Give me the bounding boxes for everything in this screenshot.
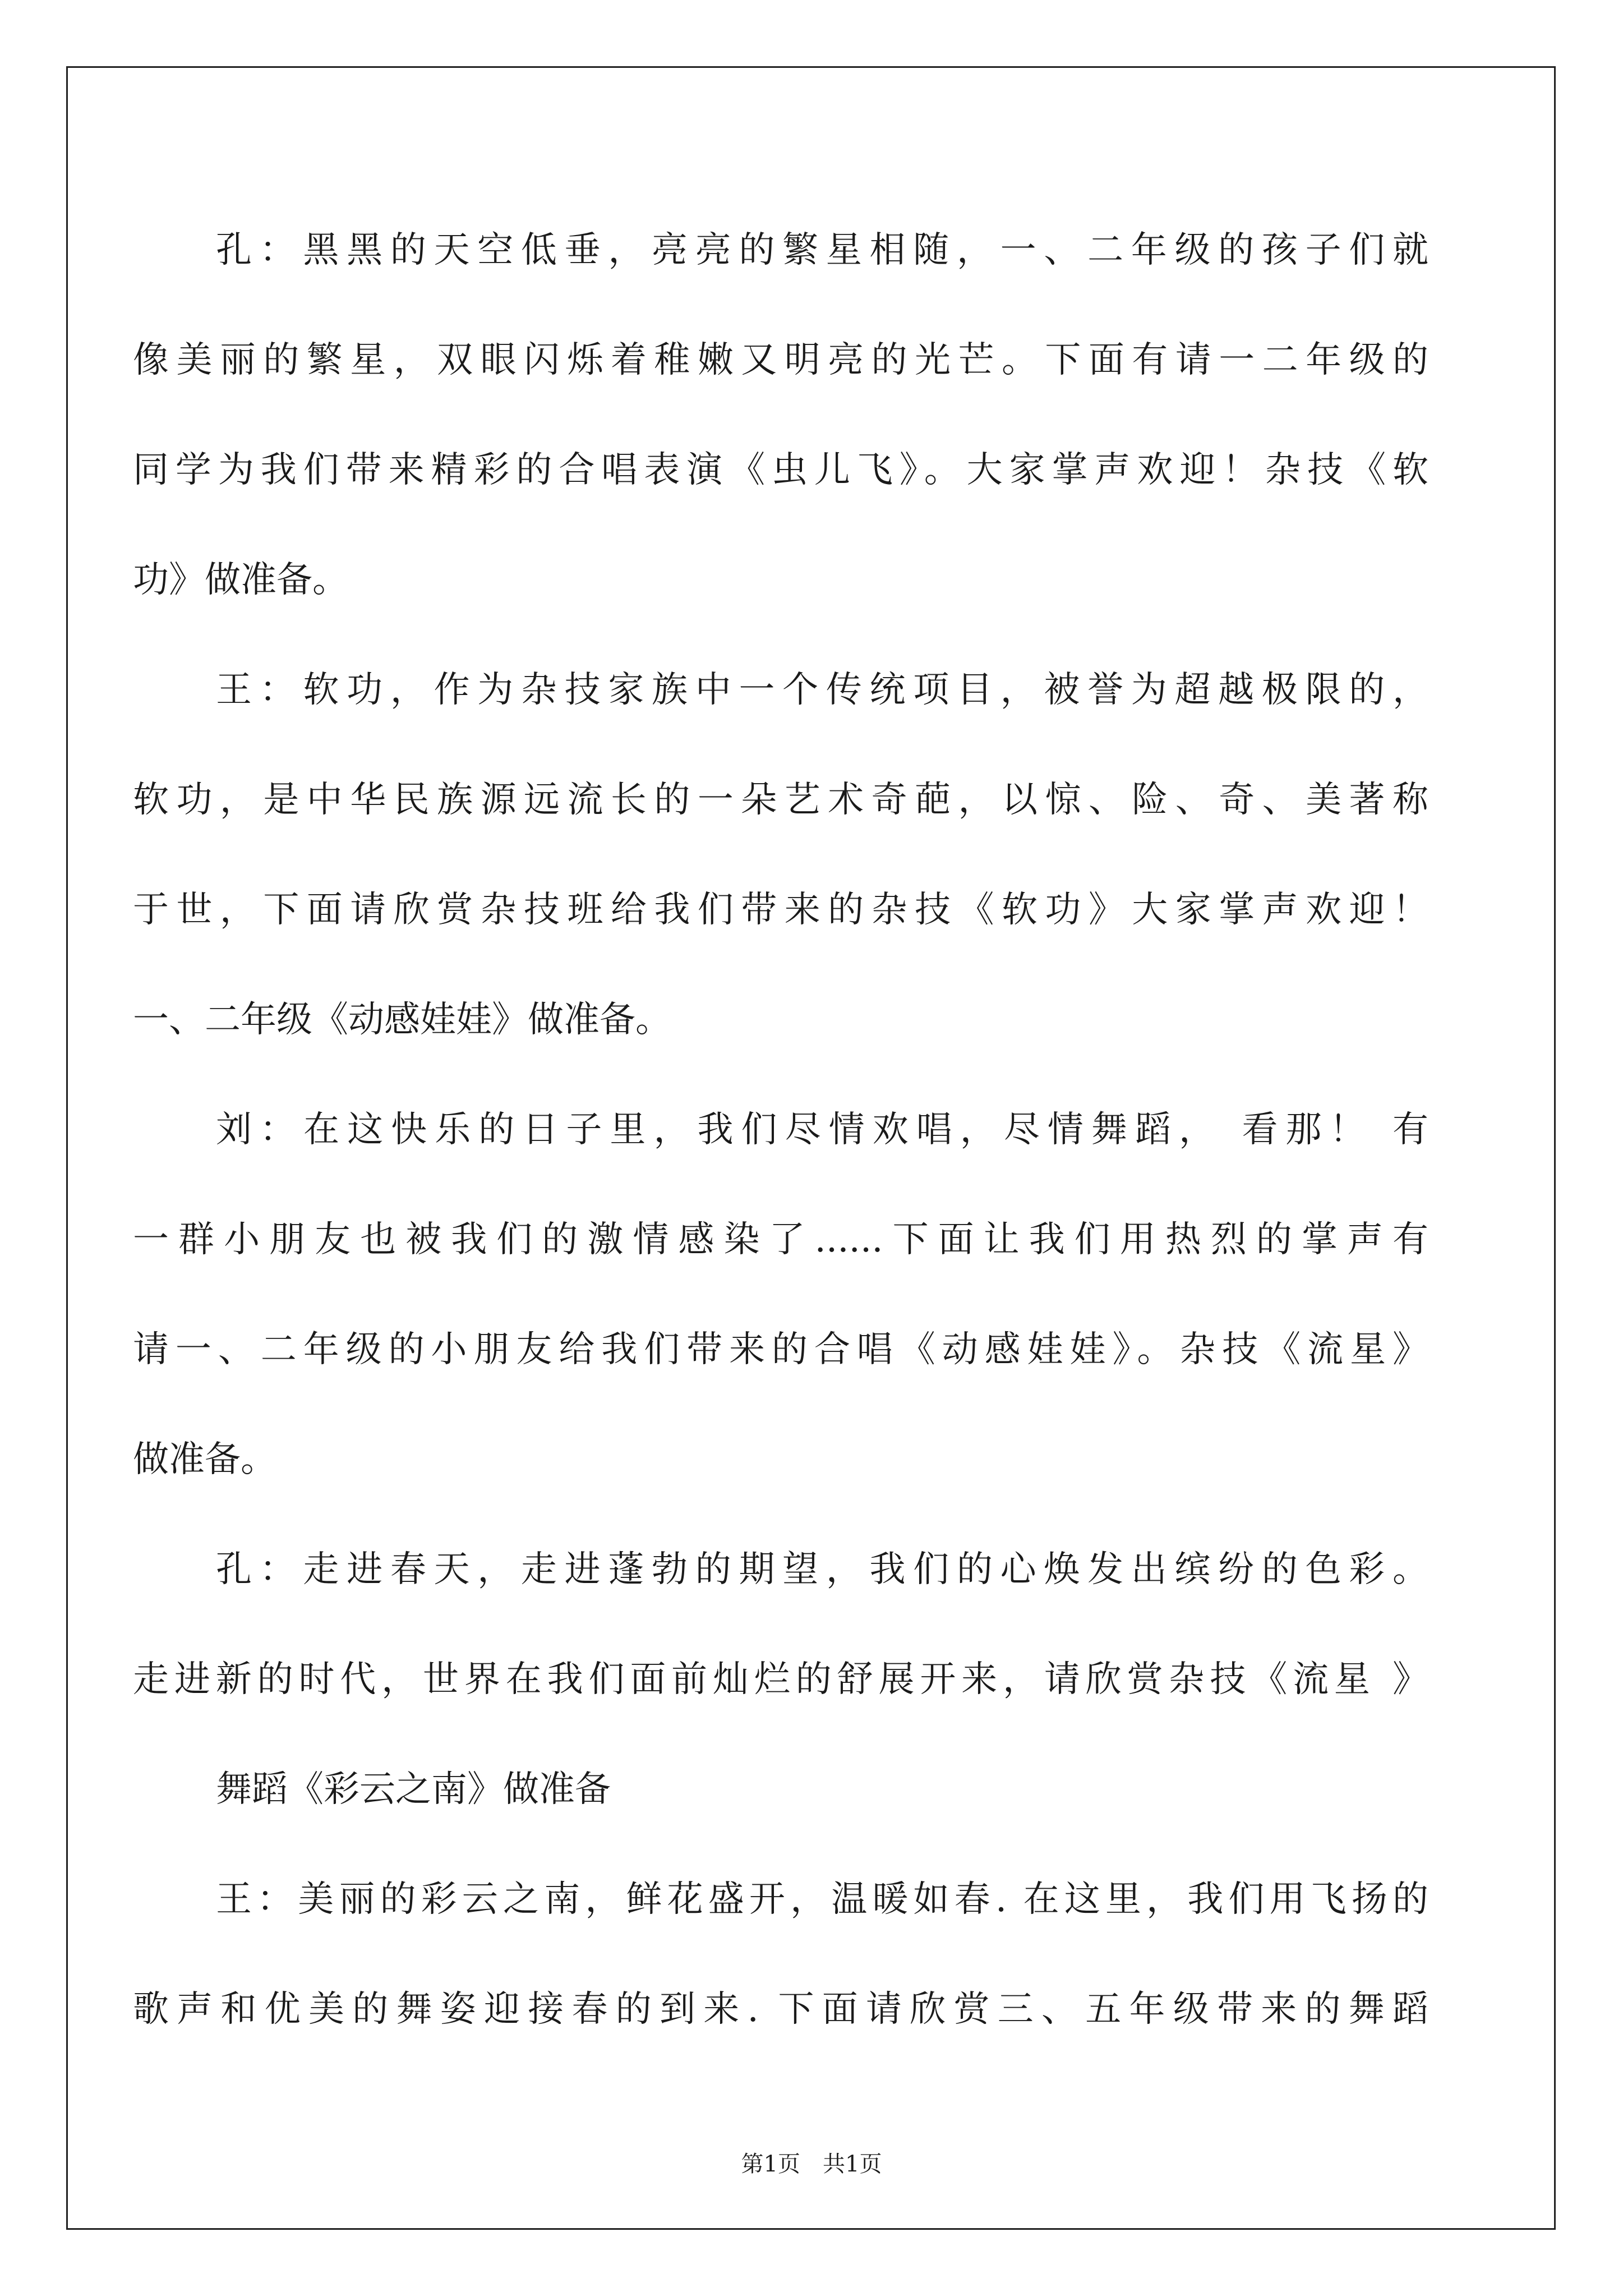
page-number: 第1页 共1页 xyxy=(741,2151,882,2177)
paragraph-line: 舞蹈《彩云之南》做准备 xyxy=(216,1769,611,1810)
paragraph-line: 功》做准备。 xyxy=(133,559,348,601)
paragraph-line: 像美丽的繁星，双眼闪烁着稚嫩又明亮的光芒。下面有请一二年级的 xyxy=(133,339,1428,381)
paragraph-line: 一、二年级《动感娃娃》做准备。 xyxy=(133,999,671,1041)
paragraph-line: 于世，下面请欣赏杂技班给我们带来的杂技《软功》大家掌声欢迎！ xyxy=(133,889,1428,931)
paragraph-line: 同学为我们带来精彩的合唱表演《虫儿飞》。大家掌声欢迎！杂技《软 xyxy=(133,449,1428,491)
paragraph-line: 请一、二年级的小朋友给我们带来的合唱《动感娃娃》。杂技《流星》 xyxy=(133,1329,1428,1370)
paragraph-line: 王：软功，作为杂技家族中一个传统项目，被誉为超越极限的， xyxy=(216,669,1428,711)
paragraph-line: 孔：黑黑的天空低垂，亮亮的繁星相随，一、二年级的孩子们就 xyxy=(216,229,1428,271)
paragraph-line: 孔：走进春天，走进蓬勃的期望，我们的心焕发出缤纷的色彩。 xyxy=(216,1549,1428,1590)
paragraph-line: 王：美丽的彩云之南，鲜花盛开，温暖如春. 在这里，我们用飞扬的 xyxy=(216,1879,1428,1920)
paragraph-line: 刘：在这快乐的日子里，我们尽情欢唱，尽情舞蹈， 看那！ 有 xyxy=(216,1109,1428,1151)
paragraph-line: 歌声和优美的舞姿迎接春的到来. 下面请欣赏三、五年级带来的舞蹈 xyxy=(133,1989,1428,2030)
paragraph-line: 做准备。 xyxy=(133,1439,276,1480)
paragraph-line: 软功，是中华民族源远流长的一朵艺术奇葩，以惊、险、奇、美著称 xyxy=(133,779,1428,821)
paragraph-line: 走进新的时代，世界在我们面前灿烂的舒展开来，请欣赏杂技《流星 》 xyxy=(133,1659,1428,1700)
paragraph-line: 一群小朋友也被我们的激情感染了......下面让我们用热烈的掌声有 xyxy=(133,1219,1428,1260)
